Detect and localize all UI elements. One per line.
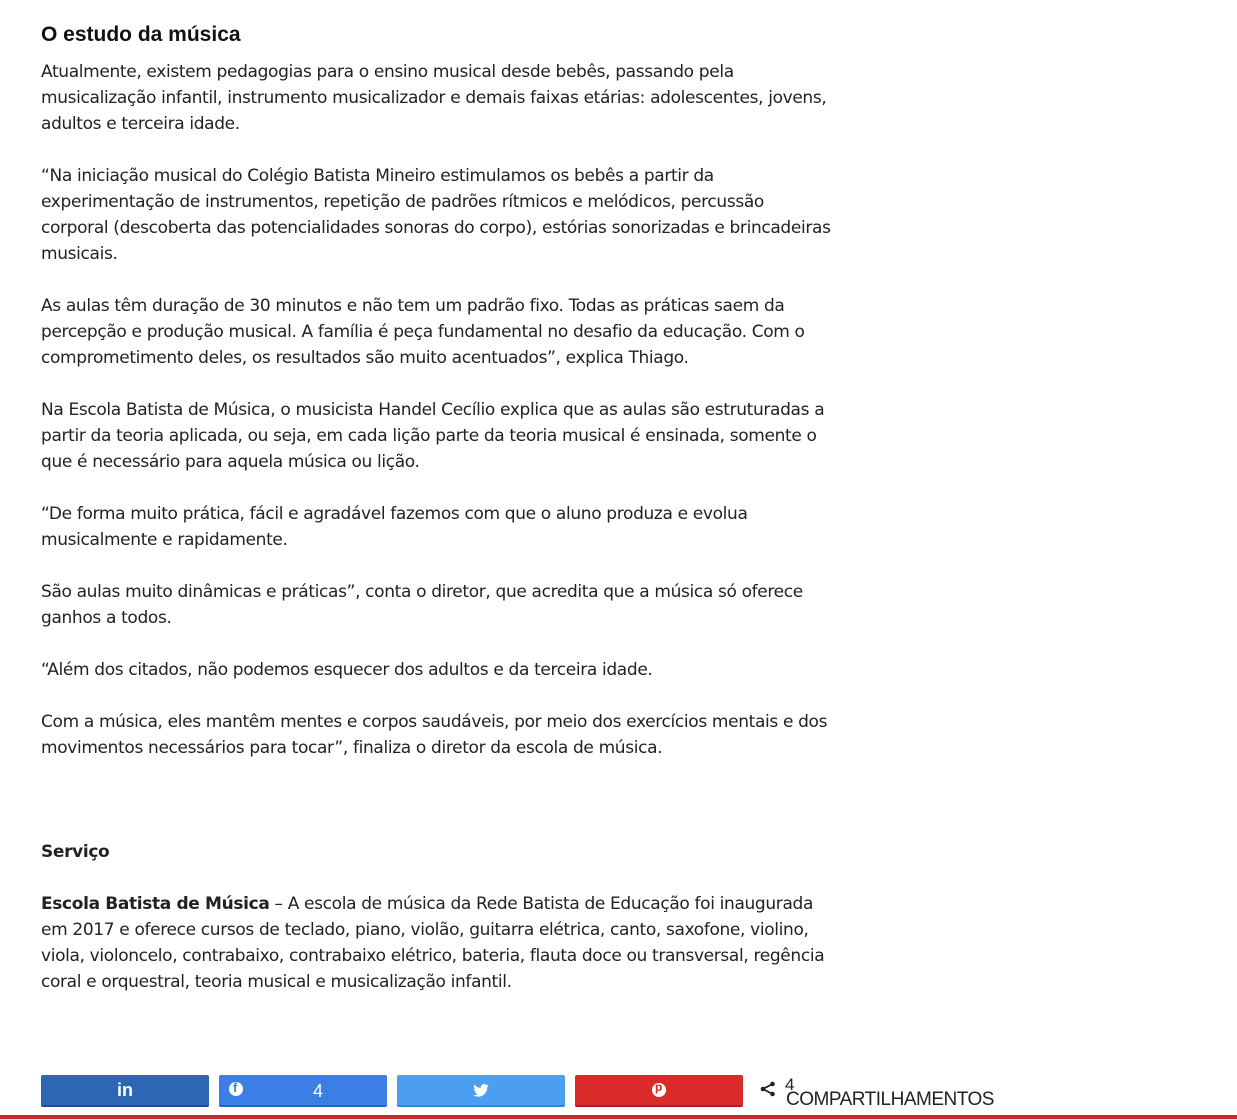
social-share-bar bbox=[41, 1075, 994, 1115]
total-share-label: COMPARTILHAMENTOS bbox=[786, 1089, 994, 1110]
total-shares bbox=[758, 1075, 994, 1111]
twitter-icon bbox=[473, 1084, 489, 1097]
section-heading: O estudo da música bbox=[41, 23, 241, 46]
service-text: – A escola de música da Rede Batista de Educação foi inaugurada em 2017 e oferece cursos de teclado, piano, violão, guitarra elétrica, canto, saxofone, violino, viola, violoncelo, contrabaixo, contrabaixo elétrico, bateria, flauta doce ou transversal, regência coral e orquestral, teoria musical e musicalização infantil. bbox=[41, 894, 825, 992]
facebook-icon bbox=[229, 1082, 243, 1096]
share-icon bbox=[760, 1081, 776, 1097]
spacer bbox=[41, 787, 831, 839]
paragraph: As aulas têm duração de 30 minutos e não tem um padrão fixo. Todas as práticas saem da percepção e produção musical. A família é peça fundamental no desafio da educação. Com o comprometimento deles, os resultados são muito acentuados”, explica Thiago. bbox=[41, 296, 805, 368]
paragraph: “De forma muito prática, fácil e agradável fazemos com que o aluno produza e evolua musicalmente e rapidamente. bbox=[41, 504, 748, 550]
paragraph: Na Escola Batista de Música, o musicista Handel Cecílio explica que as aulas são estruturadas a partir da teoria aplicada, ou seja, em cada lição parte da teoria musical é ensinada, somente o que é necessário para aquela música ou lição. bbox=[41, 400, 825, 472]
total-share-count: 4 bbox=[785, 1075, 795, 1094]
pinterest-icon bbox=[652, 1083, 666, 1097]
service-name: Escola Batista de Música bbox=[41, 894, 270, 914]
facebook-share-count: 4 bbox=[313, 1081, 324, 1101]
article-body bbox=[41, 20, 831, 1021]
pinterest-share-button[interactable] bbox=[575, 1075, 743, 1107]
bottom-accent-line bbox=[0, 1115, 1237, 1119]
paragraph: “Além dos citados, não podemos esquecer dos adultos e da terceira idade. bbox=[41, 660, 653, 680]
facebook-share-button[interactable] bbox=[219, 1075, 387, 1107]
paragraph: “Na iniciação musical do Colégio Batista Mineiro estimulamos os bebês a partir da experimentação de instrumentos, repetição de padrões rítmicos e melódicos, percussão corporal (descoberta das potencialidades sonoras do corpo), estórias sonorizadas e brincadeiras musicais. bbox=[41, 166, 831, 264]
service-description bbox=[41, 891, 831, 995]
service-heading-text: Serviço bbox=[41, 842, 110, 862]
linkedin-share-button[interactable] bbox=[41, 1075, 209, 1107]
twitter-share-button[interactable] bbox=[397, 1075, 565, 1107]
paragraph: Atualmente, existem pedagogias para o ensino musical desde bebês, passando pela musicalização infantil, instrumento musicalizador e demais faixas etárias: adolescentes, jovens, adultos e terceira idade. bbox=[41, 62, 827, 134]
paragraph: São aulas muito dinâmicas e práticas”, conta o diretor, que acredita que a música só oferece ganhos a todos. bbox=[41, 582, 803, 628]
service-heading bbox=[41, 839, 831, 865]
linkedin-icon: in bbox=[117, 1079, 133, 1100]
paragraph: Com a música, eles mantêm mentes e corpos saudáveis, por meio dos exercícios mentais e dos movimentos necessários para tocar”, finaliza o diretor da escola de música. bbox=[41, 712, 828, 758]
